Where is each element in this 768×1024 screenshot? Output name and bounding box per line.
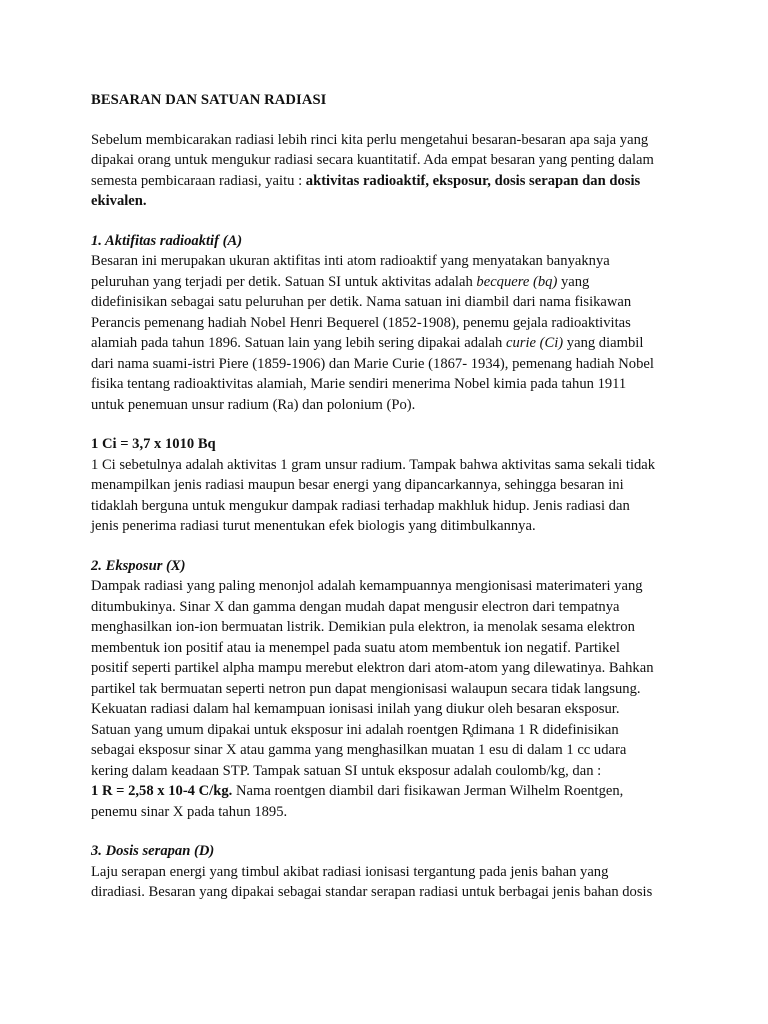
body-line: membentuk ion positif atau ia menempel pada suatu atom membentuk ion negatif. Partikel — [91, 639, 620, 656]
body-line: diradiasi. Besaran yang dipakai sebagai standar serapan radiasi untuk berbagai jenis bahan dosis — [91, 884, 653, 900]
body-line: 1 Ci sebetulnya adalah aktivitas 1 gram unsur radium. Tampak bahwa aktivitas sama sekali tidak — [91, 456, 656, 473]
body-line — [91, 272, 688, 293]
body-line: didefinisikan sebagai satu peluruhan per detik. Nama satuan ini diambil dari nama fisikawan — [91, 294, 632, 310]
section-heading: 1. Aktifitas radioaktif (A) — [91, 232, 243, 249]
body-line: Dampak radiasi yang paling menonjol adalah kemampuannya mengionisasi materimateri yang — [91, 578, 643, 594]
body-line: Laju serapan energi yang timbul akibat radiasi ionisasi tergantung pada jenis bahan yang — [91, 863, 609, 880]
intro-line: Sebelum membicarakan radiasi lebih rinci kita perlu mengetahui besaran-besaran apa saja yang — [91, 131, 649, 148]
section-heading: 2. Eksposur (X) — [91, 557, 186, 574]
body-line: Besaran ini merupakan ukuran aktifitas inti atom radioaktif yang menyatakan banyaknya — [91, 253, 610, 269]
section-eksposur — [91, 556, 688, 823]
formula-curie-block — [91, 434, 688, 537]
intro-paragraph — [91, 130, 688, 212]
section-heading: 3. Dosis serapan (D) — [91, 843, 215, 859]
section-aktifitas — [91, 231, 688, 416]
body-line: menampilkan jenis radiasi maupun besar energi yang dipancarkannya, sehingga besaran ini — [91, 477, 624, 493]
intro-line — [91, 171, 688, 192]
body-line: ditumbukinya. Sinar X dan gamma dengan mudah dapat mengusir electron dari tempatnya — [91, 598, 620, 615]
italic-term: becquere (bq) — [476, 273, 558, 290]
formula-roentgen: 1 R = 2,58 x 10-4 C/kg. — [91, 783, 233, 799]
body-line: penemu sinar X pada tahun 1895. — [91, 803, 288, 820]
intro-bold-terms-end: ekivalen. — [91, 193, 147, 209]
body-text: peluruhan yang terjadi per detik. Satuan SI untuk aktivitas adalah — [91, 273, 477, 290]
body-line: menghasilkan ion-ion bermuatan listrik. Demikian pula elektron, ia menolak sesama elektron — [91, 619, 635, 635]
intro-line — [91, 191, 688, 212]
body-line: fisika tentang radioaktivitas alamiah, Marie sendiri menerima Nobel kimia pada tahun 1911 — [91, 376, 627, 392]
body-line: Perancis pemenang hadiah Nobel Henri Bequerel (1852-1908), penemu gejala radioaktivitas — [91, 314, 631, 331]
body-line: Satuan yang umum dipakai untuk eksposur ini adalah roentgen R̥dimana 1 R didefinisikan — [91, 721, 619, 738]
body-line: untuk penemuan unsur radium (Ra) dan polonium (Po). — [91, 396, 416, 413]
body-line — [91, 781, 688, 802]
italic-term: curie (Ci) — [505, 335, 564, 351]
body-line: sebagai eksposur sinar X atau gamma yang menghasilkan muatan 1 esu di dalam 1 cc udara — [91, 742, 627, 758]
body-line: kering dalam keadaan STP. Tampak satuan SI untuk eksposur adalah coulomb/kg, dan : — [91, 762, 602, 779]
body-line: positif seperti partikel alpha mampu merebut elektron dari atom-atom yang dilewatinya. Bahkan — [91, 660, 654, 676]
body-text: alamiah pada tahun 1896. Satuan lain yang lebih sering dipakai adalah — [91, 335, 506, 351]
document-title: BESARAN DAN SATUAN RADIASI — [91, 92, 327, 108]
body-line: dari nama suami-istri Piere (1859-1906) dan Marie Curie (1867- 1934), pemenang hadiah Nobel — [91, 355, 654, 372]
body-line: partikel tak bermuatan seperti netron pun dapat mengionisasi walaupun secara tidak langsung. — [91, 680, 641, 697]
body-line: jenis penerima radiasi turut menentukan efek biologis yang ditimbulkannya. — [91, 518, 536, 534]
body-line — [91, 333, 688, 354]
intro-line: dipakai orang untuk mengukur radiasi secara kuantitatif. Ada empat besaran yang penting dalam — [91, 152, 654, 168]
body-text: Nama roentgen diambil dari fisikawan Jerman Wilhelm Roentgen, — [232, 783, 624, 799]
formula-curie: 1 Ci = 3,7 x 1010 Bq — [91, 436, 216, 452]
body-text: yang diambil — [563, 335, 644, 351]
body-line: tidaklah berguna untuk mengukur dampak radiasi terhadap makhluk hidup. Jenis radiasi dan — [91, 497, 630, 514]
intro-text: semesta pembicaraan radiasi, yaitu : — [91, 172, 306, 189]
body-line: Kekuatan radiasi dalam hal kemampuan ionisasi inilah yang diukur oleh besaran eksposur. — [91, 701, 620, 717]
section-dosis-serapan — [91, 841, 688, 903]
body-text: yang — [557, 273, 590, 290]
intro-bold-terms: aktivitas radioaktif, eksposur, dosis serapan dan dosis — [305, 172, 641, 189]
